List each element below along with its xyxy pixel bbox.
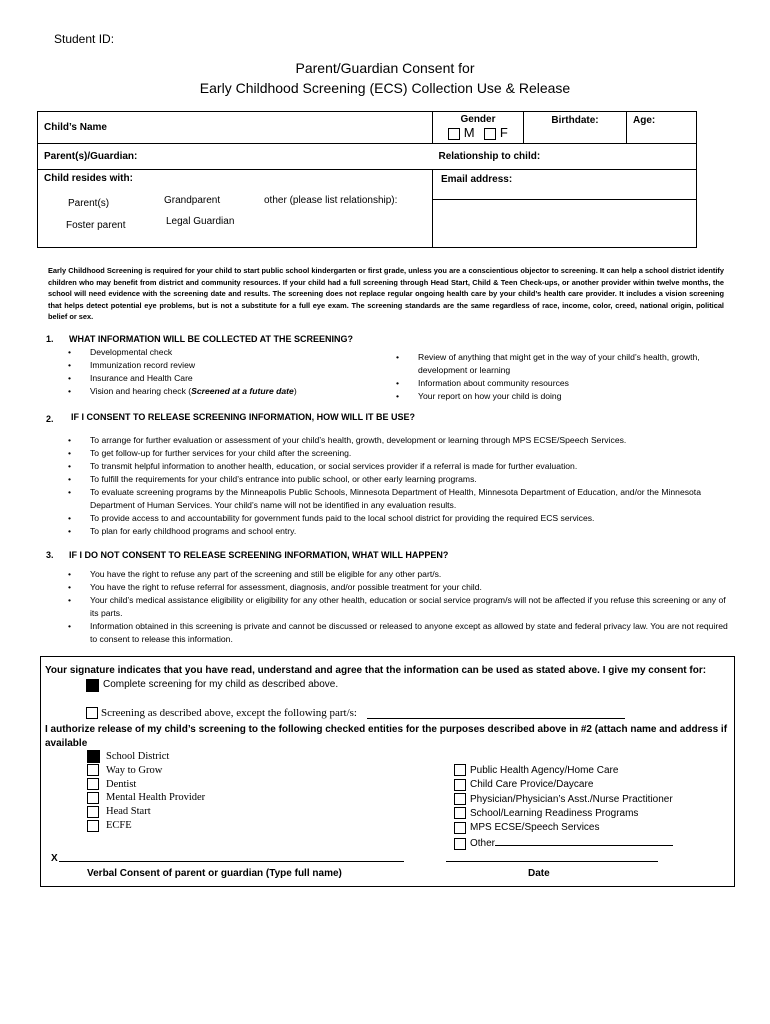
entity-way-to-grow[interactable] (87, 764, 205, 778)
entity-label: School District (106, 751, 170, 762)
entity-label: Other (470, 838, 496, 850)
list-item: • Immunization record review (68, 359, 368, 372)
section1-heading: WHAT INFORMATION WILL BE COLLECTED AT THE SCREENING? (69, 334, 353, 344)
entity-public-health[interactable] (454, 764, 673, 778)
entity-other[interactable] (454, 835, 673, 851)
list-item: • You have the right to refuse referral for assessment, diagnosis, and/or possible treatment for your child. (68, 581, 728, 594)
entity-head-start[interactable] (87, 805, 205, 819)
resides-with-cell (38, 170, 433, 248)
option-other[interactable]: other (please list relationship): (264, 195, 398, 206)
gender-m-label: M (463, 125, 475, 140)
partial-screening-label: Screening as described above, except the following part/s: (101, 707, 357, 719)
entity-label: MPS ECSE/Speech Services (470, 822, 600, 834)
section1-left-list (68, 346, 368, 398)
age-label: Age: (633, 115, 656, 126)
entity-dentist[interactable] (87, 778, 205, 792)
section2-heading: IF I CONSENT TO RELEASE SCREENING INFORMATION, HOW WILL IT BE USE? (71, 412, 416, 422)
entity-label: Dentist (106, 778, 137, 790)
entity-checkbox[interactable] (454, 779, 466, 791)
list-item: • Developmental check (68, 346, 368, 359)
list-item: • To plan for early childhood programs and school entry. (68, 525, 728, 538)
entity-checkbox[interactable] (87, 750, 100, 763)
entity-ecfe[interactable] (87, 819, 205, 833)
gender-label: Gender (460, 114, 496, 125)
option-legal-guardian[interactable]: Legal Guardian (166, 216, 235, 227)
gender-f-label: F (499, 125, 508, 140)
option-parents[interactable]: Parent(s) (68, 198, 110, 209)
entity-checkbox[interactable] (87, 806, 99, 818)
list-item: • To provide access to and accountability for government funds paid to the local school district for providing the required ECS services. (68, 512, 728, 525)
parent-guardian-label: Parent(s)/Guardian: (44, 151, 138, 162)
entity-physician[interactable] (454, 793, 673, 807)
verbal-consent-line[interactable] (59, 861, 404, 862)
partial-screening-checkbox[interactable] (86, 707, 98, 719)
list-item: • To get follow-up for further services for your child after the screening. (68, 447, 728, 460)
list-item: • Vision and hearing check (Screened at a future date) (68, 385, 368, 398)
child-info-table (37, 111, 697, 248)
list-item: • Information obtained in this screening is private and cannot be discussed or released to anyone except as allowed by state and federal privacy law. You are not required to consent to release this information. (68, 620, 728, 646)
entity-checkbox[interactable] (454, 807, 466, 819)
verbal-consent-label: Verbal Consent of parent or guardian (Type full name) (87, 868, 342, 879)
entity-checkbox[interactable] (454, 838, 466, 850)
gender-m-checkbox[interactable] (448, 128, 460, 140)
right-entities (454, 764, 673, 852)
entity-checkbox[interactable] (454, 822, 466, 834)
entity-checkbox[interactable] (454, 764, 466, 776)
entity-label: Public Health Agency/Home Care (470, 765, 619, 776)
section1-right-list (396, 351, 716, 403)
section3-heading: IF I DO NOT CONSENT TO RELEASE SCREENING INFORMATION, WHAT WILL HAPPEN? (69, 550, 449, 560)
page-title-line1: Parent/Guardian Consent for (295, 60, 475, 76)
entity-label: ECFE (106, 819, 132, 831)
complete-screening-checkbox[interactable] (86, 679, 99, 692)
section2-list (68, 434, 728, 538)
x-mark: X (51, 853, 58, 864)
entity-checkbox[interactable] (87, 778, 99, 790)
entity-mps-ecse[interactable] (454, 821, 673, 835)
email-label: Email address: (441, 174, 513, 185)
child-name-label: Child’s Name (44, 122, 107, 133)
list-item: • To fulfill the requirements for your child’s entrance into public school, or other early learning programs. (68, 473, 728, 486)
list-item: • To transmit helpful information to another health, education, or social services provider if a referral is made for further evaluation. (68, 460, 728, 473)
list-item: • To evaluate screening programs by the Minneapolis Public Schools, Minnesota Department of Health, Minnesota Department of Education, and/or the Minnesota Department of Human Services. Your child’s name will not be identified in any evaluation results. (68, 486, 728, 512)
birthdate-label: Birthdate: (551, 115, 599, 126)
list-item: • To arrange for further evaluation or assessment of your child’s health, growth, development or learning through MPS ECSE/Speech Services. (68, 434, 728, 447)
gender-f-checkbox[interactable] (484, 128, 496, 140)
complete-screening-label: Complete screening for my child as described above. (103, 679, 339, 690)
entity-checkbox[interactable] (454, 793, 466, 805)
signature-box (40, 656, 735, 887)
entity-checkbox[interactable] (87, 792, 99, 804)
entity-label: Way to Grow (106, 764, 163, 776)
gender-cell (433, 112, 524, 144)
list-item: • Your report on how your child is doing (396, 390, 716, 403)
entity-label: Mental Health Provider (106, 792, 206, 804)
section3-list (68, 568, 728, 646)
list-item: • Your child’s medical assistance eligibility or eligibility for any other health, education or social service program/s will not be affected if you refuse this screening or any of its parts. (68, 594, 728, 620)
left-entities (87, 750, 205, 833)
list-item: • Information about community resources (396, 377, 716, 390)
entity-checkbox[interactable] (87, 764, 99, 776)
entity-checkbox[interactable] (87, 820, 99, 832)
option-foster[interactable]: Foster parent (66, 220, 126, 231)
entity-label: Child Care Provice/Daycare (470, 779, 594, 791)
entity-label: Head Start (106, 806, 151, 818)
section1-number: 1. (46, 334, 54, 344)
list-item: • Insurance and Health Care (68, 372, 368, 385)
page-title-line2: Early Childhood Screening (ECS) Collection Use & Release (199, 80, 571, 96)
relationship-label: Relationship to child: (438, 151, 541, 162)
entity-school-learning[interactable] (454, 807, 673, 821)
intro-paragraph: Early Childhood Screening is required for your child to start public school kindergarten or first grade, unless you are a conscientious objector to screening. It can help a school district identify children who may benefit from district and community resources. If your child had a full screening through Head Start, Child & Teen Check-ups, or another provider within twelve months, the school will need evidence with the screening date and results. The screening does not replace regular ongoing health care by your child’s health care provider. It includes a vision screening that helps detect potential eye problems, but is not a substitute for a full eye exam. The screening standards are the same regardless of race, income, color, creed, national origin, political belief or sex. (48, 266, 724, 321)
resides-with-label: Child resides with: (44, 173, 133, 184)
entity-school-district[interactable] (87, 750, 205, 764)
section3-number: 3. (46, 550, 54, 560)
date-label: Date (528, 868, 550, 879)
email-cell (433, 170, 697, 248)
authorize-text: I authorize release of my child’s screening to the following checked entities for the purposes described above in #2 (attach name and address if available (45, 724, 728, 749)
list-item: • Review of anything that might get in the way of your child’s health, growth, development or learning (396, 351, 716, 377)
option-grandparent[interactable]: Grandparent (164, 195, 221, 206)
other-entity-line[interactable] (495, 835, 673, 846)
student-id-label: Student ID: (54, 32, 115, 46)
entity-mental-health[interactable] (87, 791, 205, 805)
signature-intro: Your signature indicates that you have read, understand and agree that the information can be used as stated above. I give my consent for: (45, 665, 707, 676)
entity-label: School/Learning Readiness Programs (470, 807, 639, 819)
date-line[interactable] (446, 861, 658, 862)
list-item: • You have the right to refuse any part of the screening and still be eligible for any other part/s. (68, 568, 728, 581)
entity-label: Physician/Physician’s Asst./Nurse Practitioner (470, 793, 673, 805)
partial-screening-line[interactable] (367, 718, 625, 719)
section2-number: 2. (46, 414, 54, 424)
entity-child-care[interactable] (454, 778, 673, 792)
